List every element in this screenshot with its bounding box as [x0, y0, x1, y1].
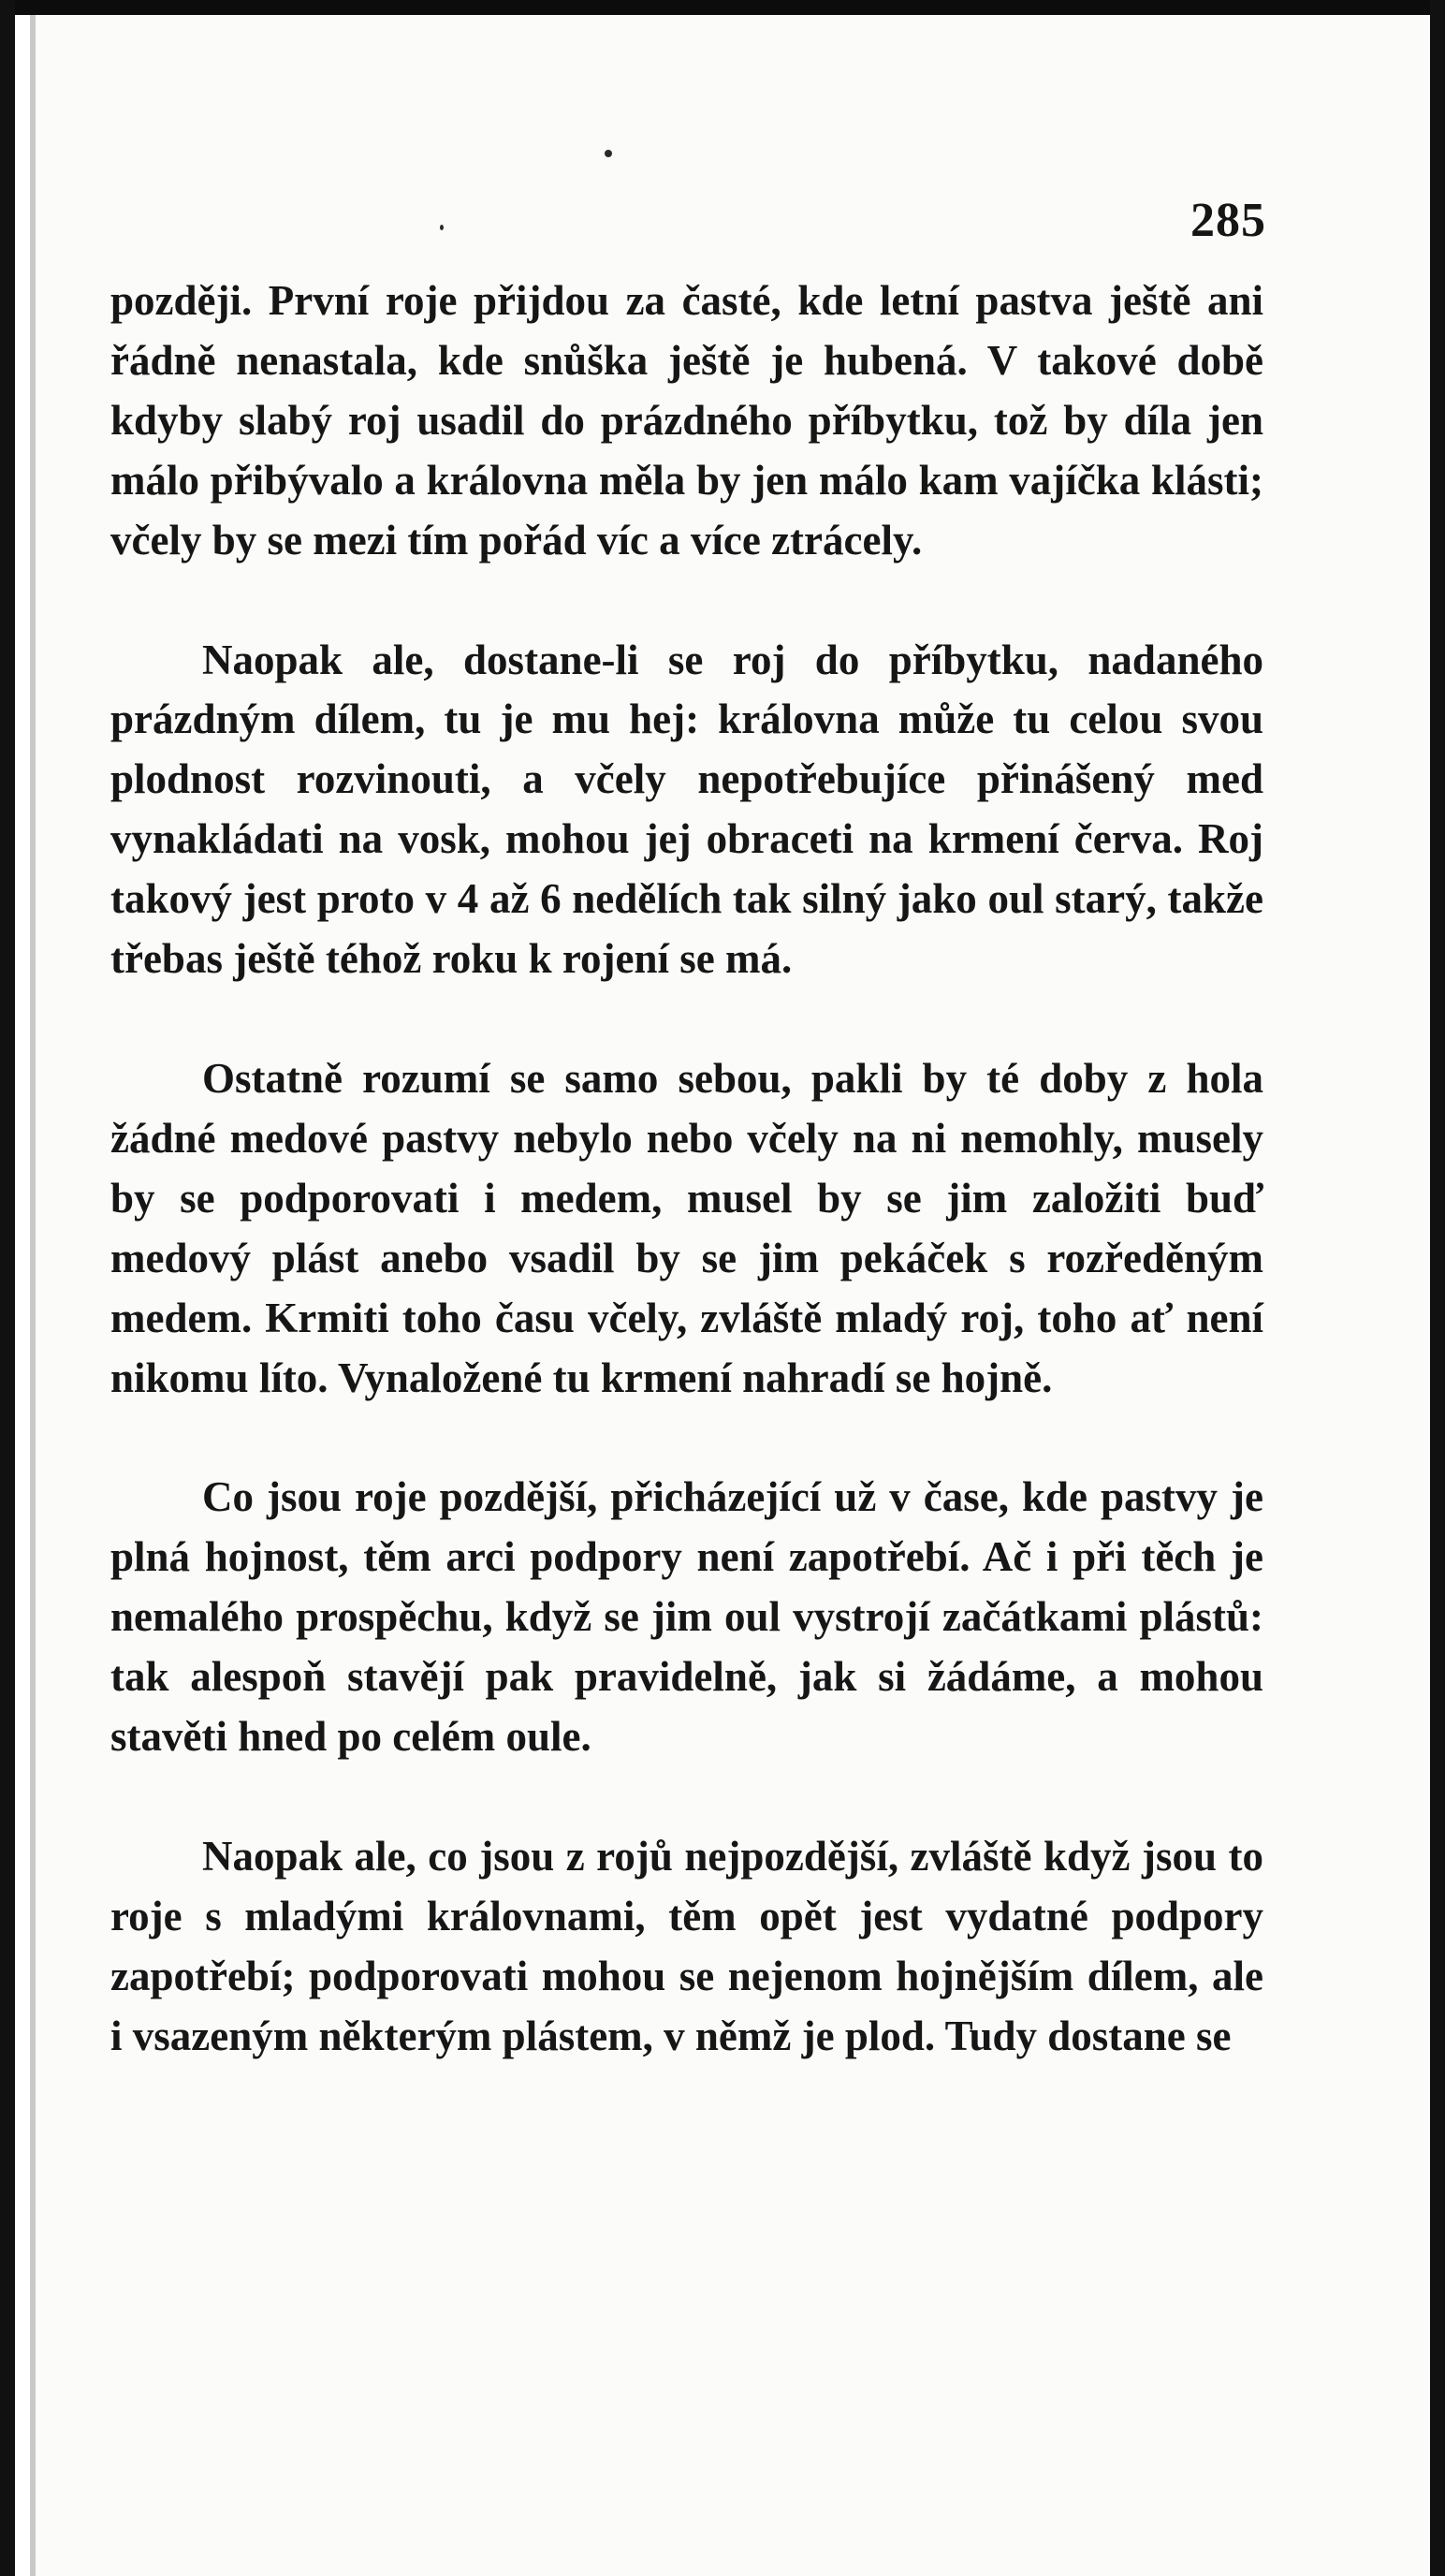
- paragraph: později. První roje přijdou za časté, kde letní pastva ještě ani řádně nenastala, kde snůška ještě je hubená. V takové době kdyby slabý roj usadil do prázdného příbytku, tož by díla jen málo přibývalo a královna měla by jen málo kam vajíčka klásti; včely by se mezi tím pořád víc a více ztrácely.: [110, 277, 1263, 564]
- dust-speck: [605, 150, 612, 157]
- paragraph: Co jsou roje pozdější, přicházející už v čase, kde pastvy je plná hojnost, těm arci podpory není zapotřebí. Ač i při těch je nemalého prospěchu, když se jim oul vystrojí začátkami plástů: tak alespoň stavějí pak pravidelně, jak si žádáme, a mohou stavěti hned po celém oule.: [110, 1473, 1263, 1761]
- paragraph: Ostatně rozumí se samo sebou, pakli by té doby z hola žádné medové pastvy nebylo nebo včely na ni nemohly, musely by se podporovati i medem, musel by se jim založiti buď medový plást anebo vsadil by se jim pekáček s rozředěným medem. Krmiti toho času včely, zvláště mladý roj, toho ať není nikomu líto. Vynaložené tu krmení nahradí se hojně.: [110, 1054, 1263, 1401]
- dust-speck: [440, 225, 444, 230]
- scan-border-right: [1430, 0, 1445, 2576]
- scan-border-top: [0, 0, 1445, 15]
- paragraph: Naopak ale, co jsou z rojů nejpozdější, zvláště když jsou to roje s mladými královnami, těm opět jest vydatné podpory zapotřebí; podporovati mohou se nejenom hojnějším dílem, ale i vsazeným některým plástem, v němž je plod. Tudy dostane se: [110, 1832, 1263, 2059]
- paragraph: Naopak ale, dostane-li se roj do příbytku, nadaného prázdným dílem, tu je mu hej: královna může tu celou svou plodnost rozvinouti, a včely nepotřebujíce přinášený med vynakládati na vosk, mohou jej obraceti na krmení červa. Roj takový jest proto v 4 až 6 nedělích tak silný jako oul starý, takže třebas ještě téhož roku k rojení se má.: [110, 636, 1263, 983]
- scan-border-left: [0, 0, 15, 2576]
- page-number: 285: [1190, 194, 1266, 247]
- body-text: [110, 271, 1263, 2067]
